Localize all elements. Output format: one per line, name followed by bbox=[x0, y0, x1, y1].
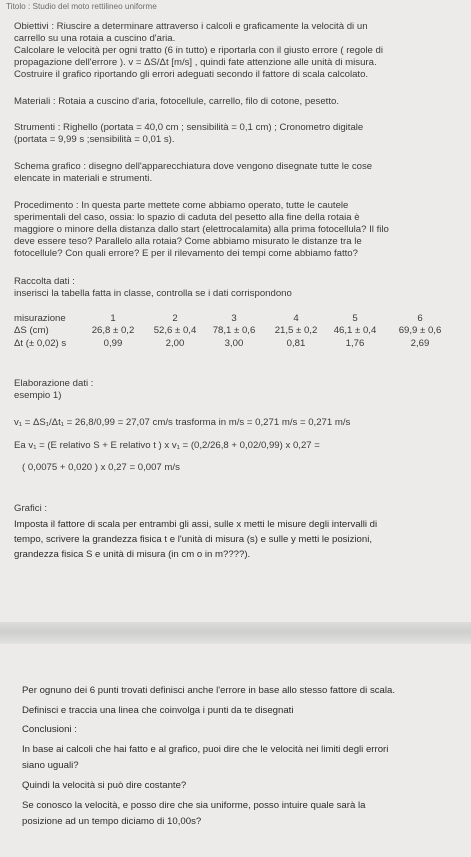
table-header-5: 5 bbox=[352, 313, 358, 324]
table-ds-1: 26,8 ± 0,2 bbox=[91, 325, 135, 336]
table-dt-3: 3,00 bbox=[224, 338, 244, 349]
elaboration-error-formula: Ea v₁ = (E relativo S + E relativo t ) x v₁ = (0,2/26,8 + 0,02/0,99) x 0,27 = bbox=[14, 440, 320, 451]
lower-line-1: Per ognuno dei 6 punti trovati definisci anche l'errore in base allo stesso fattore di scala. bbox=[22, 685, 396, 696]
table-row-label-dt: Δt (± 0,02) s bbox=[14, 338, 67, 349]
procedure-line-2: sperimentali del caso, ossia: lo spazio di caduta del pesetto alla fine della rotaia è bbox=[14, 212, 360, 223]
table-dt-4: 0,81 bbox=[286, 338, 306, 349]
table-row-label-measurement: misurazione bbox=[14, 313, 66, 324]
materials-line: Materiali : Rotaia a cuscino d'aria, fotocellule, carrello, filo di cotone, pesetto. bbox=[14, 96, 339, 107]
procedure-line-3: maggiore o minore della distanza dallo start (elettrocalamita) alla prima fotocellula? Il filo bbox=[14, 224, 389, 235]
table-ds-6: 69,9 ± 0,6 bbox=[398, 325, 442, 336]
elaboration-velocity-formula: v₁ = ΔS₁/Δt₁ = 26,8/0,99 = 27,07 cm/s trasforma in m/s = 0,271 m/s = 0,271 m/s bbox=[14, 417, 351, 428]
table-header-2: 2 bbox=[172, 313, 178, 324]
conclusions-heading: Conclusioni : bbox=[22, 724, 77, 735]
instruments-line-2: (portata = 9,99 s ;sensibilità = 0,01 s). bbox=[14, 134, 175, 145]
procedure-line-1: Procedimento : In questa parte mettete come abbiamo operato, tutte le cautele bbox=[14, 200, 349, 211]
lower-line-6: Quindi la velocità si può dire costante? bbox=[22, 780, 187, 791]
table-ds-5: 46,1 ± 0,4 bbox=[333, 325, 377, 336]
graphs-line-3: grandezza fisica S e unità di misura (in cm o in m????). bbox=[14, 549, 251, 560]
graphs-line-1: Imposta il fattore di scala per entrambi gli assi, sulle x metti le misure degli intervalli di bbox=[14, 519, 378, 530]
lower-line-4: In base ai calcoli che hai fatto e al grafico, puoi dire che le velocità nei limiti degli errori bbox=[22, 744, 389, 755]
table-dt-6: 2,69 bbox=[410, 338, 430, 349]
objectives-line-2: carrello su una rotaia a cuscino d'aria. bbox=[14, 33, 176, 44]
lower-line-5: siano uguali? bbox=[22, 760, 79, 771]
table-ds-3: 78,1 ± 0,6 bbox=[212, 325, 256, 336]
table-header-3: 3 bbox=[231, 313, 237, 324]
objectives-line-3: Calcolare le velocità per ogni tratto (6 in tutto) e riportarla con il giusto errore ( regole di bbox=[14, 45, 384, 56]
instruments-line-1: Strumenti : Righello (portata = 40,0 cm ; sensibilità = 0,1 cm) ; Cronometro digitale bbox=[14, 122, 364, 133]
table-ds-4: 21,5 ± 0,2 bbox=[274, 325, 318, 336]
graphs-line-2: tempo, scrivere la grandezza fisica t e l'unità di misura (s) e sulle y metti le posizioni, bbox=[14, 534, 373, 545]
page-lower-section bbox=[0, 644, 471, 857]
schema-line-2: elencate in materiali e strumenti. bbox=[14, 173, 153, 184]
table-row-label-ds: ΔS (cm) bbox=[14, 325, 49, 336]
procedure-line-5: fotocellule? Con quali errore? E per il rilevamento dei tempi come abbiamo fatto? bbox=[14, 248, 358, 259]
table-header-6: 6 bbox=[417, 313, 423, 324]
lower-line-8: posizione ad un tempo diciamo di 10,00s? bbox=[22, 816, 202, 827]
data-collection-instruction: inserisci la tabella fatta in classe, controlla se i dati corrispondono bbox=[14, 288, 292, 299]
objectives-line-1: Obiettivi : Riuscire a determinare attraverso i calcoli e graficamente la velocità di un bbox=[14, 21, 368, 32]
schema-line-1: Schema grafico : disegno dell'apparecchiatura dove vengono disegnate tutte le cose bbox=[14, 161, 373, 172]
graphs-heading: Grafici : bbox=[14, 503, 48, 514]
elaboration-heading: Elaborazione dati : bbox=[14, 378, 94, 389]
procedure-line-4: deve essere teso? Parallelo alla rotaia? Come abbiamo misurato le distanze tra le bbox=[14, 236, 362, 247]
table-ds-2: 52,6 ± 0,4 bbox=[153, 325, 197, 336]
table-header-1: 1 bbox=[110, 313, 116, 324]
lower-line-7: Se conosco la velocità, e posso dire che sia uniforme, posso intuire quale sarà la bbox=[22, 800, 366, 811]
document-title: Titolo : Studio del moto rettilineo uniforme bbox=[6, 2, 157, 11]
elaboration-error-result: ( 0,0075 + 0,020 ) x 0,27 = 0,007 m/s bbox=[22, 462, 180, 473]
table-dt-5: 1,76 bbox=[345, 338, 365, 349]
table-dt-1: 0,99 bbox=[103, 338, 123, 349]
table-header-4: 4 bbox=[293, 313, 299, 324]
objectives-line-4: propagazione dell'errore ). v = ΔS/Δt [m/s] , quindi fate attenzione alle unità di misura. bbox=[14, 57, 377, 68]
elaboration-example: esempio 1) bbox=[14, 390, 62, 401]
table-dt-2: 2,00 bbox=[165, 338, 185, 349]
lower-line-2: Definisci e traccia una linea che coinvolga i punti da te disegnati bbox=[22, 705, 294, 716]
page-divider bbox=[0, 622, 471, 644]
objectives-line-5: Costruire il grafico riportando gli errori adeguati secondo il fattore di scala calcolato. bbox=[14, 69, 369, 80]
data-collection-heading: Raccolta dati : bbox=[14, 276, 75, 287]
